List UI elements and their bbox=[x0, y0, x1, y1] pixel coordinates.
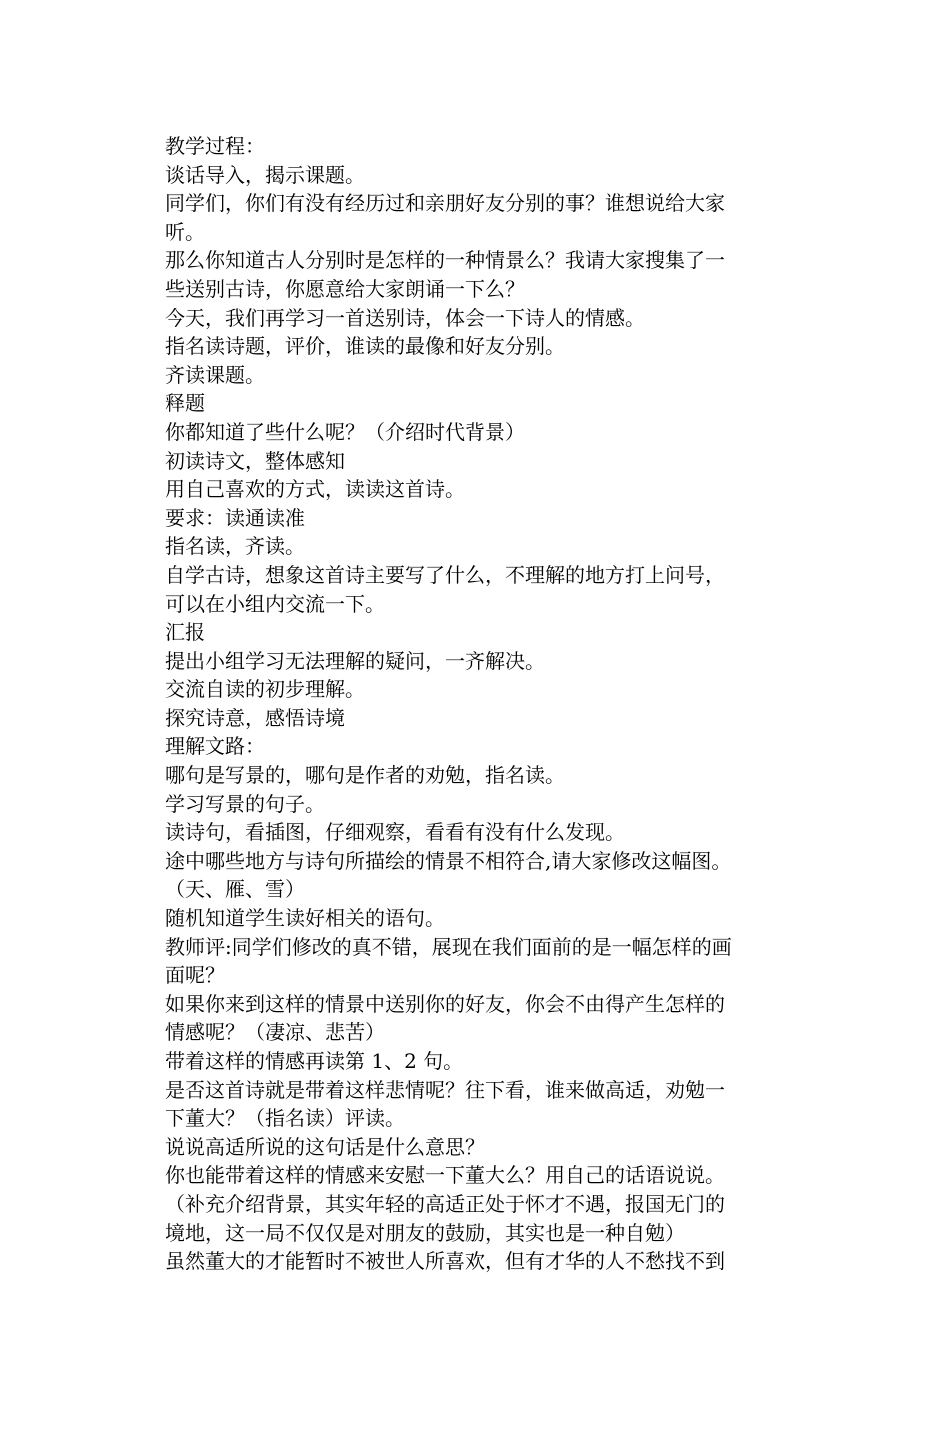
text-line: 下董大？（指名读）评读。 bbox=[165, 1106, 405, 1131]
text-line: 是否这首诗就是带着这样悲情呢？往下看，谁来做高适，劝勉一 bbox=[165, 1077, 725, 1102]
text-line: 用自己喜欢的方式，读读这首诗。 bbox=[165, 477, 465, 502]
text-line: 带着这样的情感再读第 1、2 句。 bbox=[165, 1049, 464, 1073]
text-line: 听。 bbox=[165, 219, 205, 244]
text-line: 释题 bbox=[165, 391, 205, 416]
text-line: 汇报 bbox=[165, 620, 205, 645]
text-line: 自学古诗，想象这首诗主要写了什么，不理解的地方打上问号， bbox=[165, 562, 725, 587]
text-line: 指名读诗题，评价，谁读的最像和好友分别。 bbox=[165, 334, 565, 359]
text-line: 虽然董大的才能暂时不被世人所喜欢，但有才华的人不愁找不到 bbox=[165, 1249, 725, 1274]
text-line: 交流自读的初步理解。 bbox=[165, 677, 365, 702]
text-line: 如果你来到这样的情景中送别你的好友，你会不由得产生怎样的 bbox=[165, 991, 725, 1016]
text-line: 你都知道了些什么呢？（介绍时代背景） bbox=[165, 419, 525, 444]
text-line: 初读诗文，整体感知 bbox=[165, 448, 345, 473]
text-line: 情感呢？（凄凉、悲苦） bbox=[165, 1020, 385, 1045]
text-line: 同学们，你们有没有经历过和亲朋好友分别的事？谁想说给大家 bbox=[165, 191, 725, 216]
text-line: 探究诗意，感悟诗境 bbox=[165, 705, 345, 730]
text-line: 学习写景的句子。 bbox=[165, 791, 325, 816]
text-line: （补充介绍背景，其实年轻的高适正处于怀才不遇，报国无门的 bbox=[165, 1191, 725, 1216]
text-line: 面呢？ bbox=[165, 963, 225, 988]
text-line: 指名读，齐读。 bbox=[165, 534, 305, 559]
text-line: 理解文路： bbox=[165, 734, 265, 759]
text-line: 要求：读通读准 bbox=[165, 505, 305, 530]
text-line: （天、雁、雪） bbox=[165, 877, 305, 902]
text-line: 齐读课题。 bbox=[165, 362, 265, 387]
text-line: 今天，我们再学习一首送别诗，体会一下诗人的情感。 bbox=[165, 305, 645, 330]
text-line: 读诗句，看插图，仔细观察，看看有没有什么发现。 bbox=[165, 820, 625, 845]
text-line: 那么你知道古人分别时是怎样的一种情景么？我请大家搜集了一 bbox=[165, 248, 725, 273]
document-body bbox=[165, 132, 790, 1276]
text-line: 境地，这一局不仅仅是对朋友的鼓励，其实也是一种自勉） bbox=[165, 1220, 685, 1245]
text-line: 你也能带着这样的情感来安慰一下董大么？用自己的话语说说。 bbox=[165, 1163, 725, 1188]
text-line: 哪句是写景的，哪句是作者的劝勉，指名读。 bbox=[165, 763, 565, 788]
text-line: 教学过程： bbox=[165, 134, 265, 158]
text-line: 说说高适所说的这句话是什么意思？ bbox=[165, 1134, 485, 1159]
text-line: 谈话导入，揭示课题。 bbox=[165, 162, 365, 187]
text-line: 途中哪些地方与诗句所描绘的情景不相符合,请大家修改这幅图。 bbox=[165, 848, 732, 873]
text-line: 些送别古诗，你愿意给大家朗诵一下么？ bbox=[165, 276, 525, 301]
text-line: 教师评:同学们修改的真不错，展现在我们面前的是一幅怎样的画 bbox=[165, 934, 732, 959]
text-line: 提出小组学习无法理解的疑问，一齐解决。 bbox=[165, 648, 545, 673]
text-line: 可以在小组内交流一下。 bbox=[165, 591, 385, 616]
text-line: 随机知道学生读好相关的语句。 bbox=[165, 906, 445, 931]
